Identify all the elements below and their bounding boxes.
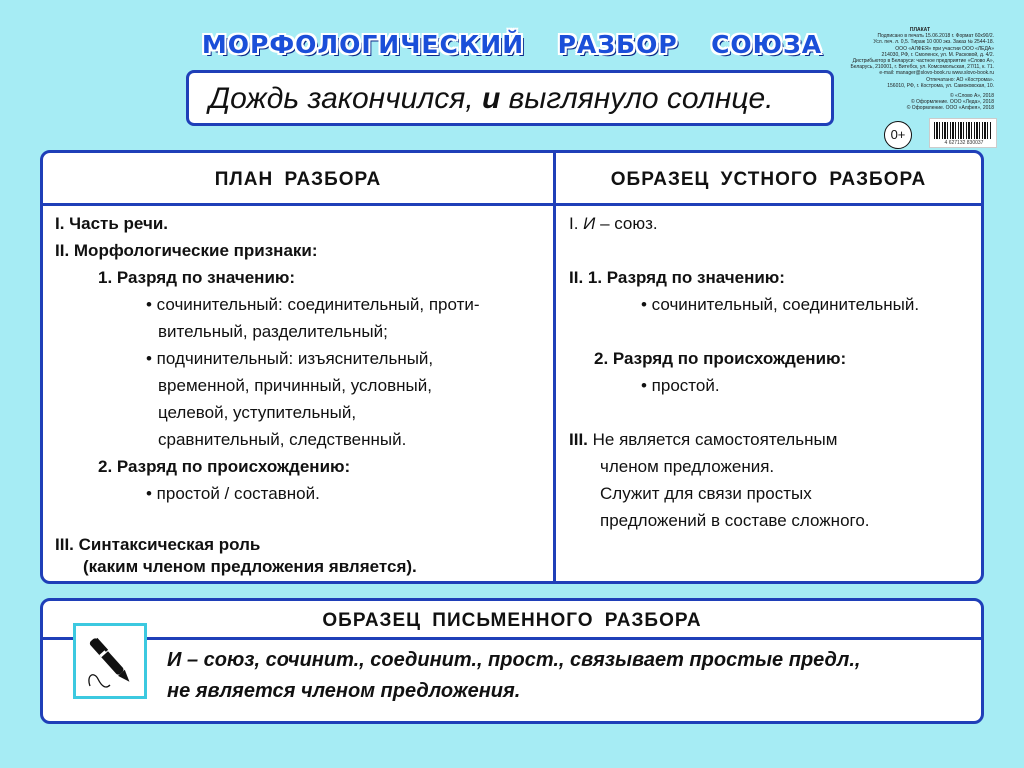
plan-line: (каким членом предложения является).	[83, 557, 417, 576]
written-analysis-box	[40, 598, 984, 724]
oral-line: членом предложения.	[600, 457, 775, 476]
barcode	[929, 118, 997, 148]
plan-line: • простой / составной.	[146, 484, 320, 503]
plan-line: • сочинительный: соединительный, проти-	[146, 295, 480, 314]
example-before: Дождь закончился,	[209, 82, 482, 115]
title-word-3: СОЮЗА	[711, 30, 823, 59]
oral-line: III. Не является самостоятельным	[569, 430, 838, 449]
imprint-line: Беларусь, 210001, г. Витебск, ул. Комсомольская, 27/11, к. 71.	[850, 64, 994, 71]
plan-line: I. Часть речи.	[55, 214, 168, 233]
imprint-line: Усл. печ. л. 0,5. Тираж 10 000 экз. Заказ № 2544-18.	[873, 39, 994, 46]
title-word-1: МОРФОЛОГИЧЕСКИЙ	[201, 30, 525, 59]
oral-line: • простой.	[641, 376, 720, 395]
oral-line: • сочинительный, соединительный.	[641, 295, 920, 314]
written-line-1: И – союз, сочинит., соединит., прост., связывает простые предл.,	[167, 649, 861, 671]
analysis-table	[40, 150, 984, 584]
plan-line: III. Синтаксическая роль	[55, 535, 261, 554]
oral-line: Служит для связи простых	[600, 484, 812, 503]
written-line-2: не является членом предложения.	[167, 680, 521, 702]
written-header-divider	[43, 637, 981, 640]
plan-line: II. Морфологические признаки:	[55, 241, 318, 260]
imprint-line: © «Слово А», 2018	[949, 93, 994, 100]
imprint-heading: ПЛАКАТ	[909, 27, 931, 33]
example-sentence-box	[186, 70, 834, 126]
example-sentence	[209, 82, 774, 116]
plan-line: • подчинительный: изъяснительный,	[146, 349, 434, 368]
table-header-divider	[43, 203, 981, 206]
oral-line: II. 1. Разряд по значению:	[569, 268, 785, 287]
plan-line: 1. Разряд по значению:	[98, 268, 296, 287]
barcode-bars	[934, 122, 992, 139]
plan-line: целевой, уступительный,	[158, 403, 357, 422]
example-after: выглянуло солнце.	[500, 82, 774, 115]
imprint-block	[846, 27, 994, 112]
imprint-line: Дистрибьютор в Беларуси: частное предприятие «Слово А»,	[852, 58, 994, 65]
written-header: ОБРАЗЕЦ ПИСЬМЕННОГО РАЗБОРА	[322, 610, 702, 631]
example-conjunction: и	[481, 82, 501, 115]
oral-line: 2. Разряд по происхождению:	[594, 349, 847, 368]
pen-icon	[80, 629, 142, 695]
age-rating-badge: 0+	[884, 121, 912, 149]
imprint-line: © Оформление. ООО «Алфея», 2018	[906, 105, 994, 112]
imprint-line: 156010, РФ, г. Кострома, ул. Самоковская, 10.	[887, 82, 994, 89]
imprint-line: Подписано в печать 15.06.2018 г. Формат 60х90/2.	[877, 33, 994, 40]
imprint-line: ООО «АЛФЕЯ» при участии ООО «ЛЕДА»	[895, 45, 994, 52]
plan-line: временной, причинный, условный,	[158, 376, 432, 395]
plan-line: 2. Разряд по происхождению:	[98, 457, 351, 476]
pen-icon-frame	[73, 623, 147, 699]
plan-line: вительный, разделительный;	[158, 322, 388, 341]
barcode-number: 4 627132 830037	[944, 140, 984, 146]
table-column-divider	[553, 153, 556, 581]
imprint-line: © Оформление. ООО «Леда», 2018	[910, 99, 994, 106]
title-word-2: РАЗБОР	[557, 30, 678, 59]
oral-header: ОБРАЗЕЦ УСТНОГО РАЗБОРА	[610, 169, 927, 190]
imprint-line: e-mail: manager@slovo-book.ru www.slovo-book.ru	[879, 70, 994, 77]
plan-header: ПЛАН РАЗБОРА	[214, 169, 382, 190]
oral-line: I. И – союз.	[569, 214, 658, 233]
oral-line: предложений в составе сложного.	[600, 511, 870, 530]
imprint-line: Отпечатано: АО «Кострома».	[926, 76, 994, 83]
imprint-line: 214030, РФ, г. Смоленск, ул. М. Расковой, д. 4/2.	[881, 51, 994, 58]
plan-line: сравнительный, следственный.	[158, 430, 407, 449]
